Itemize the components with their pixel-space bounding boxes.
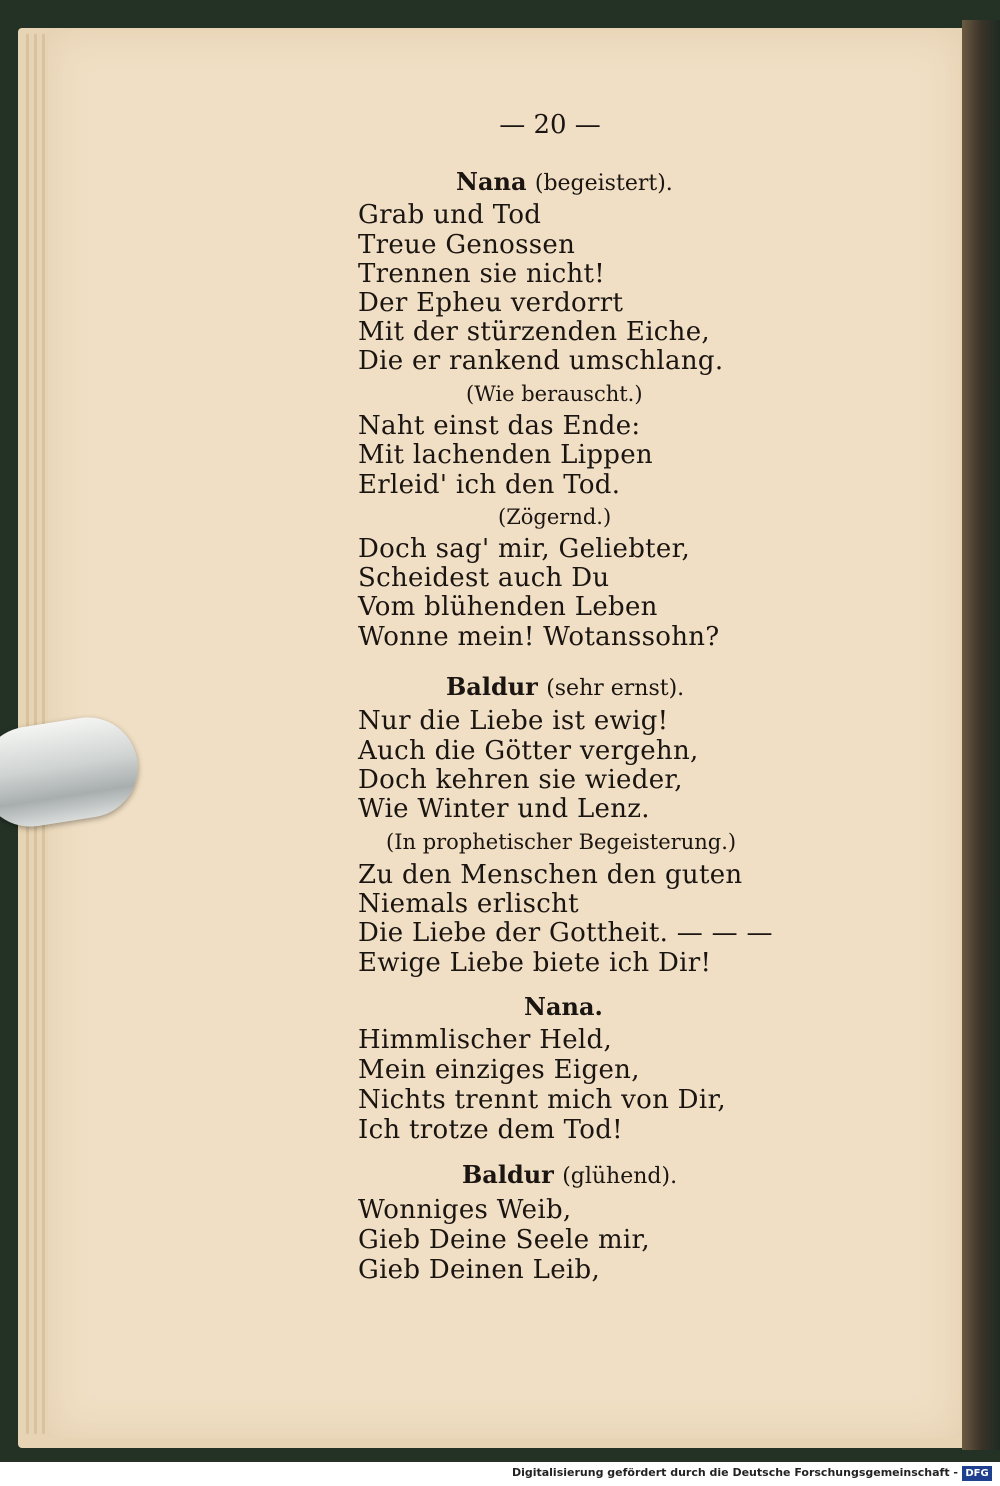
verse-line: Die Liebe der Gottheit. — — — [358, 918, 773, 948]
verse-line: Die er rankend umschlang. [358, 346, 724, 376]
verse-line: Treue Genossen [358, 230, 576, 260]
verse-line: Ewige Liebe biete ich Dir! [358, 948, 712, 978]
attribution-footer [0, 1462, 1000, 1486]
verse-line: Mein einziges Eigen, [358, 1055, 640, 1085]
verse-line: Trennen sie nicht! [358, 259, 606, 289]
stage-direction: (Zögernd.) [498, 505, 612, 529]
speaker-name: Nana. [524, 992, 603, 1021]
verse-line: Doch sag' mir, Geliebter, [358, 534, 691, 564]
speaker-direction: (glühend). [562, 1164, 678, 1189]
verse-line: Erleid' ich den Tod. [358, 470, 621, 500]
verse-line: Naht einst das Ende: [358, 411, 641, 441]
verse-line: Scheidest auch Du [358, 563, 610, 593]
stage-direction: (Wie berauscht.) [466, 382, 643, 406]
speaker-name: Baldur [446, 672, 538, 701]
speaker-heading [456, 167, 673, 196]
verse-line: Auch die Götter vergehn, [358, 736, 699, 766]
speaker-direction: (begeistert). [534, 171, 673, 196]
verse-line: Nichts trennt mich von Dir, [358, 1085, 726, 1115]
verse-line: Ich trotze dem Tod! [358, 1115, 623, 1145]
verse-line: Gieb Deine Seele mir, [358, 1225, 650, 1255]
verse-line: Wonniges Weib, [358, 1195, 572, 1225]
verse-line: Grab und Tod [358, 200, 542, 230]
verse-line: Himmlischer Held, [358, 1025, 613, 1055]
verse-line: Zu den Menschen den guten [358, 860, 743, 890]
speaker-name: Baldur [462, 1160, 554, 1189]
page-number: — 20 — [499, 110, 601, 140]
verse-line: Mit lachenden Lippen [358, 440, 653, 470]
verse-line: Nur die Liebe ist ewig! [358, 706, 669, 736]
speaker-heading [524, 992, 603, 1021]
verse-line: Niemals erlischt [358, 889, 579, 919]
stage-direction: (In prophetischer Begeisterung.) [386, 830, 737, 854]
speaker-direction: (sehr ernst). [546, 676, 685, 701]
verse-line: Doch kehren sie wieder, [358, 765, 683, 795]
attribution-text: Digitalisierung gefördert durch die Deutsche Forschungsgemeinschaft - [511, 1466, 958, 1479]
dfg-logo: DFG [962, 1466, 992, 1481]
verse-line: Wie Winter und Lenz. [358, 794, 650, 824]
verse-line: Der Epheu verdorrt [358, 288, 624, 318]
speaker-name: Nana [456, 167, 527, 196]
verse-line: Vom blühenden Leben [358, 592, 658, 622]
speaker-heading [462, 1160, 677, 1189]
speaker-heading [446, 672, 684, 701]
verse-line: Wonne mein! Wotanssohn? [358, 622, 720, 652]
verse-line: Mit der stürzenden Eiche, [358, 317, 710, 347]
verse-line: Gieb Deinen Leib, [358, 1255, 601, 1285]
